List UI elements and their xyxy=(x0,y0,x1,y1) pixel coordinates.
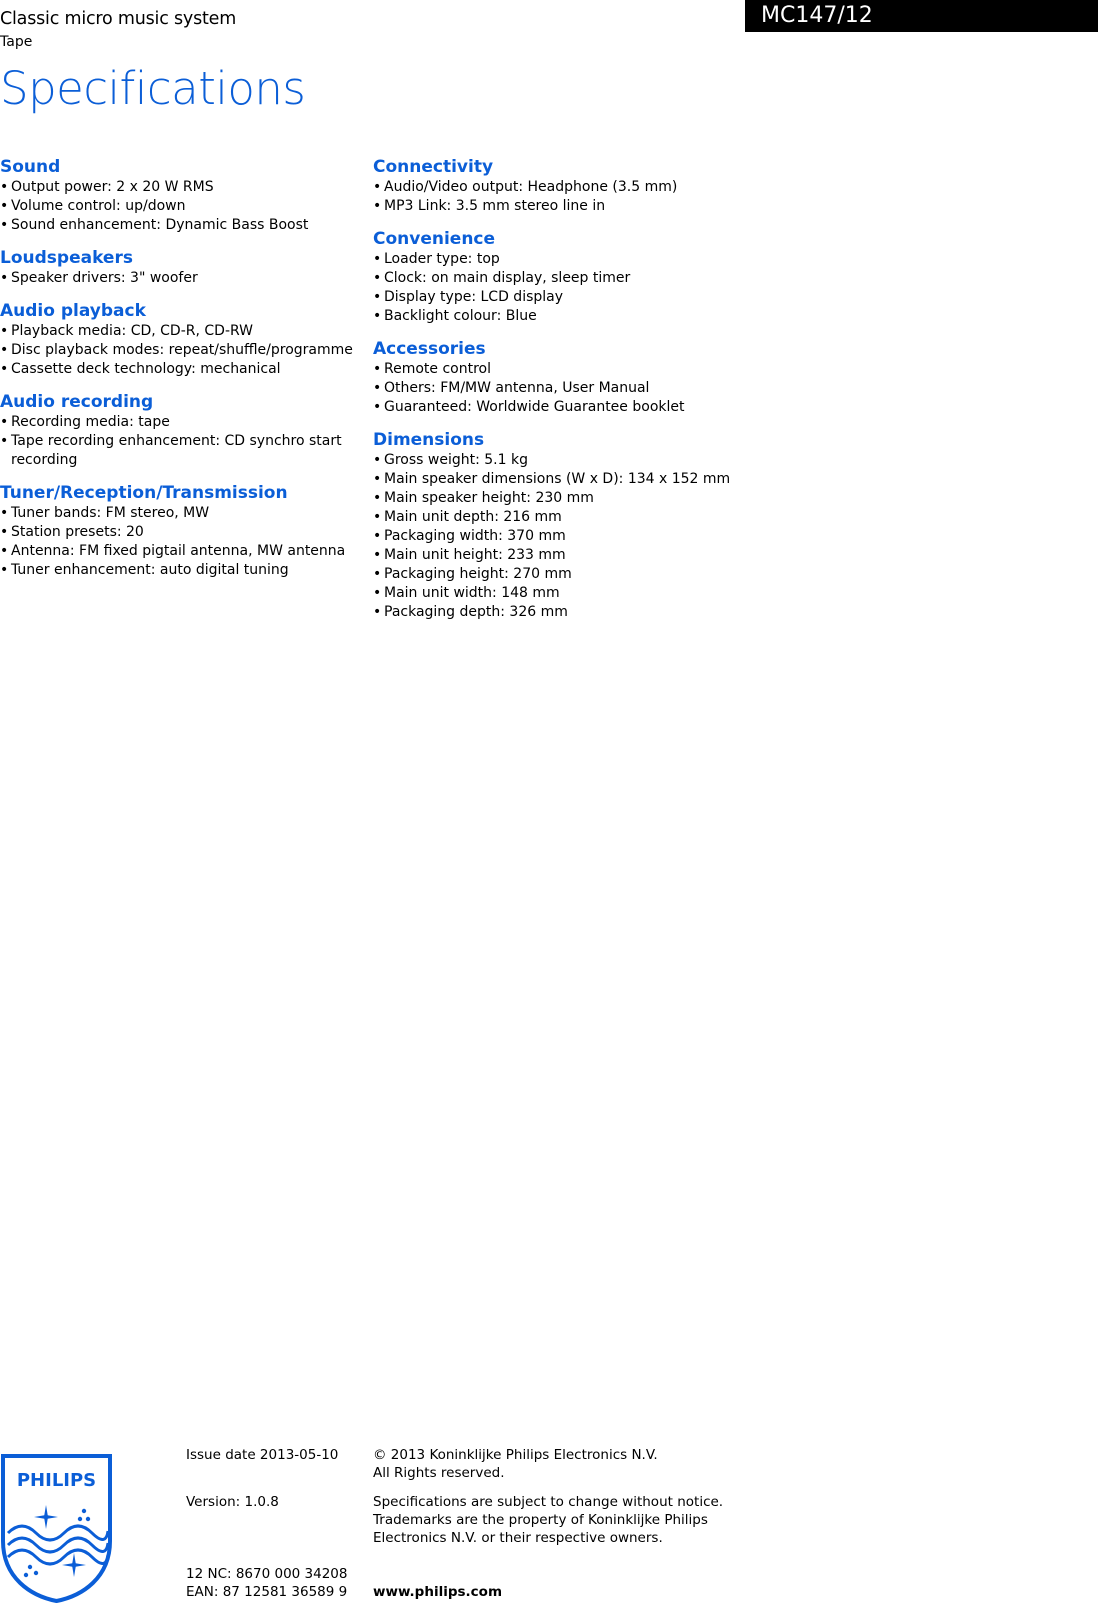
spec-section xyxy=(373,429,773,622)
spec-item-text: Tuner enhancement: auto digital tuning xyxy=(11,562,289,578)
spec-item-text: Sound enhancement: Dynamic Bass Boost xyxy=(11,217,309,233)
spec-item-text: Output power: 2 x 20 W RMS xyxy=(11,179,214,195)
section-title: Connectivity xyxy=(373,157,494,177)
spec-item-text: Others: FM/MW antenna, User Manual xyxy=(384,380,650,396)
spec-item-text: MP3 Link: 3.5 mm stereo line in xyxy=(384,198,606,214)
spec-section xyxy=(0,482,355,580)
bullet-icon: • xyxy=(0,524,9,540)
spec-item-text: Recording media: tape xyxy=(11,414,170,430)
spec-column-left xyxy=(0,156,355,592)
spec-column-right xyxy=(373,156,773,634)
section-title: Loudspeakers xyxy=(0,248,133,268)
spec-item-text: Remote control xyxy=(384,361,491,377)
bullet-icon: • xyxy=(373,604,382,620)
spec-item-text: Clock: on main display, sleep timer xyxy=(384,270,631,286)
bullet-icon: • xyxy=(373,509,382,525)
spec-item-text: Disc playback modes: repeat/shuffle/programme xyxy=(11,342,353,358)
spec-item xyxy=(373,489,773,508)
footer xyxy=(0,1446,1098,1601)
bullet-icon: • xyxy=(0,217,9,233)
spec-item xyxy=(0,523,355,542)
spec-item-text: Volume control: up/down xyxy=(11,198,186,214)
spec-item xyxy=(373,197,773,216)
spec-item xyxy=(0,413,355,432)
logo-text: PHILIPS xyxy=(16,1470,97,1491)
product-subtitle: Tape xyxy=(0,34,33,50)
spec-item-text: Playback media: CD, CD-R, CD-RW xyxy=(11,323,253,339)
bullet-icon: • xyxy=(373,547,382,563)
spec-item xyxy=(373,603,773,622)
spec-item xyxy=(373,398,773,417)
bullet-icon: • xyxy=(373,380,382,396)
spec-item xyxy=(373,451,773,470)
page-title: Specifications xyxy=(0,62,306,115)
bullet-icon: • xyxy=(373,308,382,324)
spec-item xyxy=(373,546,773,565)
spec-section xyxy=(0,300,355,379)
spec-item-text: Packaging depth: 326 mm xyxy=(384,604,568,620)
bullet-icon: • xyxy=(0,505,9,521)
bullet-icon: • xyxy=(373,452,382,468)
spec-item xyxy=(0,432,355,470)
notice-line-1: Specifications are subject to change without notice. xyxy=(373,1494,724,1510)
spec-section xyxy=(373,338,773,417)
product-name: Classic micro music system xyxy=(0,9,237,29)
bullet-icon: • xyxy=(373,566,382,582)
spec-item-text: Gross weight: 5.1 kg xyxy=(384,452,528,468)
bullet-icon: • xyxy=(0,433,9,449)
spec-item-text: Packaging height: 270 mm xyxy=(384,566,572,582)
spec-item xyxy=(373,250,773,269)
bullet-icon: • xyxy=(373,585,382,601)
section-title: Tuner/Reception/Transmission xyxy=(0,483,288,503)
bullet-icon: • xyxy=(373,270,382,286)
rights: All Rights reserved. xyxy=(373,1465,505,1481)
copyright: © 2013 Koninklijke Philips Electronics N.V. xyxy=(373,1447,658,1463)
spec-item xyxy=(373,307,773,326)
spec-item-text: Main unit width: 148 mm xyxy=(384,585,560,601)
bullet-icon: • xyxy=(373,289,382,305)
spec-item xyxy=(0,504,355,523)
section-title: Dimensions xyxy=(373,430,485,450)
spec-item-text: Station presets: 20 xyxy=(11,524,144,540)
spec-item-text: Cassette deck technology: mechanical xyxy=(11,361,281,377)
bullet-icon: • xyxy=(373,198,382,214)
spec-item xyxy=(373,269,773,288)
spec-item xyxy=(0,341,355,360)
spec-item-text: Packaging width: 370 mm xyxy=(384,528,566,544)
bullet-icon: • xyxy=(373,490,382,506)
bullet-icon: • xyxy=(0,543,9,559)
bullet-icon: • xyxy=(0,323,9,339)
spec-item-text: Guaranteed: Worldwide Guarantee booklet xyxy=(384,399,685,415)
bullet-icon: • xyxy=(0,179,9,195)
spec-item xyxy=(0,178,355,197)
spec-item xyxy=(373,584,773,603)
spec-item xyxy=(373,288,773,307)
spec-section xyxy=(373,228,773,326)
bullet-icon: • xyxy=(0,198,9,214)
spec-item xyxy=(373,178,773,197)
nc-number: 12 NC: 8670 000 34208 xyxy=(186,1566,348,1582)
spec-section xyxy=(373,156,773,216)
spec-section xyxy=(0,156,355,235)
bullet-icon: • xyxy=(373,528,382,544)
spec-item-text: Speaker drivers: 3" woofer xyxy=(11,270,198,286)
bullet-icon: • xyxy=(0,562,9,578)
section-title: Accessories xyxy=(373,339,486,359)
section-title: Sound xyxy=(0,157,61,177)
spec-item-text: Main unit height: 233 mm xyxy=(384,547,566,563)
bullet-icon: • xyxy=(373,361,382,377)
spec-item xyxy=(373,360,773,379)
section-title: Audio recording xyxy=(0,392,154,412)
spec-item xyxy=(373,565,773,584)
philips-shield-logo xyxy=(0,1453,113,1603)
spec-item-text: Audio/Video output: Headphone (3.5 mm) xyxy=(384,179,678,195)
spec-section xyxy=(0,391,355,470)
spec-item xyxy=(0,216,355,235)
notice-line-2: Trademarks are the property of Koninklijke Philips xyxy=(373,1512,708,1528)
spec-item xyxy=(0,197,355,216)
spec-item-text: Loader type: top xyxy=(384,251,500,267)
issue-date: Issue date 2013-05-10 xyxy=(186,1447,339,1463)
spec-item xyxy=(373,470,773,489)
spec-item xyxy=(0,269,355,288)
bullet-icon: • xyxy=(0,361,9,377)
bullet-icon: • xyxy=(373,251,382,267)
website-link[interactable]: www.philips.com xyxy=(373,1584,503,1600)
model-badge: MC147/12 xyxy=(745,0,1098,32)
section-title: Convenience xyxy=(373,229,496,249)
spec-section xyxy=(0,247,355,288)
spec-item xyxy=(0,542,355,561)
spec-item xyxy=(0,322,355,341)
spec-item-text: Backlight colour: Blue xyxy=(384,308,537,324)
spec-item-text: Display type: LCD display xyxy=(384,289,564,305)
notice-line-3: Electronics N.V. or their respective owners. xyxy=(373,1530,663,1546)
spec-item-text: Main speaker height: 230 mm xyxy=(384,490,594,506)
spec-item-text: Main unit depth: 216 mm xyxy=(384,509,562,525)
spec-item-text: Antenna: FM fixed pigtail antenna, MW antenna xyxy=(11,543,346,559)
bullet-icon: • xyxy=(0,414,9,430)
spec-item-text: Tape recording enhancement: CD synchro start recording xyxy=(11,433,342,468)
bullet-icon: • xyxy=(373,399,382,415)
bullet-icon: • xyxy=(373,179,382,195)
ean-number: EAN: 87 12581 36589 9 xyxy=(186,1584,348,1600)
spec-item-text: Main speaker dimensions (W x D): 134 x 152 mm xyxy=(384,471,731,487)
spec-item xyxy=(373,379,773,398)
spec-item xyxy=(0,360,355,379)
spec-item xyxy=(0,561,355,580)
section-title: Audio playback xyxy=(0,301,146,321)
spec-item xyxy=(373,527,773,546)
bullet-icon: • xyxy=(0,342,9,358)
spec-item xyxy=(373,508,773,527)
bullet-icon: • xyxy=(373,471,382,487)
bullet-icon: • xyxy=(0,270,9,286)
version: Version: 1.0.8 xyxy=(186,1494,279,1510)
spec-item-text: Tuner bands: FM stereo, MW xyxy=(11,505,210,521)
